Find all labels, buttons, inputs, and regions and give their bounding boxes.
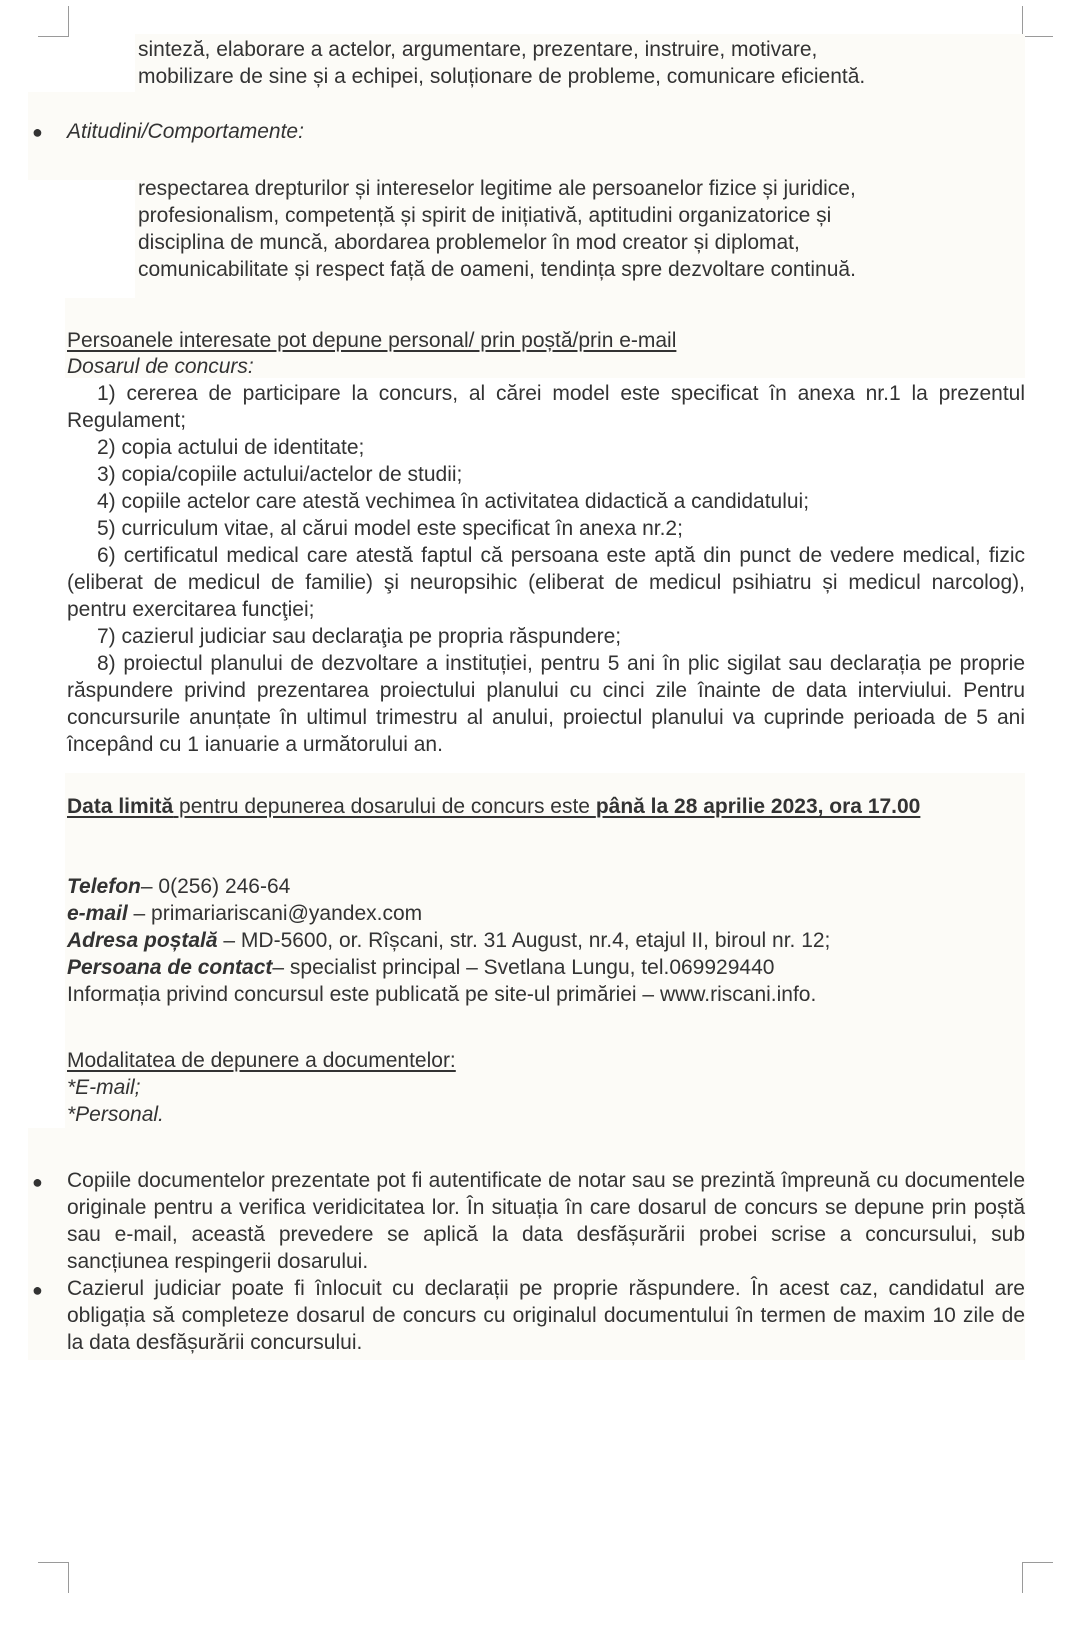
dossier-item-4: 4) copiile actelor care atestă vechimea în activitatea didactică a candidatului; [97, 490, 810, 513]
skills-line: sinteză, elaborare a actelor, argumentare, prezentare, instruire, motivare, [138, 38, 818, 61]
crop-mark-top-right [1022, 6, 1053, 37]
bullet-icon: ● [32, 1280, 43, 1300]
bullet-icon: ● [32, 122, 43, 142]
methods-heading: Modalitatea de depunere a documentelor: [67, 1049, 456, 1072]
address-label: Adresa poștală [67, 929, 218, 952]
deadline-label: Data limită [67, 795, 174, 818]
attitudes-line: profesionalism, competență și spirit de inițiativă, aptitudini organizatorice și [138, 204, 832, 227]
deadline-text [67, 793, 967, 820]
dossier-item-6: 6) certificatul medical care atestă faptul că persoana este aptă din punct de vedere medical, fizic (eliberat de medicul de familie) şi neuropsihic (eliberat de medicul psihiatru și medicul narcolog), pentru exercitarea funcţiei; [67, 544, 1025, 621]
method-item-email: *E-mail; [67, 1076, 141, 1099]
skills-line: mobilizare de sine și a echipei, soluționare de probleme, comunicare eficientă. [138, 65, 866, 88]
attitudes-heading: Atitudini/Comportamente: [67, 120, 304, 143]
method-item-personal: *Personal. [67, 1103, 164, 1126]
info-line: Informația privind concursul este publicată pe site-ul primăriei – www.riscani.info. [67, 983, 817, 1006]
contact-person-line [67, 954, 774, 981]
deadline-middle: pentru depunerea dosarului de concurs este [173, 795, 596, 818]
phone-line [67, 873, 290, 900]
contact-person-label: Persoana de contact [67, 956, 273, 979]
crop-mark-bottom-left [38, 1562, 69, 1593]
dossier-item-7: 7) cazierul judiciar sau declaraţia pe propria răspundere; [97, 625, 622, 648]
submission-heading: Persoanele interesate pot depune personal/ prin poștă/prin e-mail [67, 329, 677, 352]
deadline-date: până la 28 aprilie 2023, ora 17.00 [595, 795, 921, 818]
address-line [67, 927, 830, 954]
crop-mark-top-left [38, 6, 69, 37]
bullet-icon: ● [32, 1172, 43, 1192]
email-label: e-mail [67, 902, 128, 925]
dossier-item-1: 1) cererea de participare la concurs, al cărei model este specificat în anexa nr.1 la prezentul Regulament; [67, 382, 1025, 432]
dossier-item-8: 8) proiectul planului de dezvoltare a instituției, pentru 5 ani în plic sigilat sau declarația pe proprie răspundere privind prezentarea proiectului planului cu cinci zile înainte de data interviului. Pentru concursurile anunțate în ultimul trimestru al anului, proiectul planului va cuprinde perioada de 5 ani începând cu 1 ianuarie a următorului an. [67, 652, 1025, 756]
crop-mark-bottom-right [1022, 1562, 1053, 1593]
attitudes-line: respectarea drepturilor și intereselor legitime ale persoanelor fizice și juridice, [138, 177, 856, 200]
phone-label: Telefon [67, 875, 141, 898]
dossier-label: Dosarul de concurs: [67, 355, 254, 378]
note-criminal-record: Cazierul judiciar poate fi înlocuit cu declarații pe proprie răspundere. În acest caz, candidatul are obligația să completeze dosarul de concurs cu originalul documentului în termen de maxim 10 zile de la data desfășurării concursului. [67, 1277, 1025, 1354]
note-copies: Copiile documentelor prezentate pot fi autentificate de notar sau se prezintă împreună cu documentele originale pentru a verifica veridicitatea lor. În situația în care dosarul de concurs se depune prin poștă sau e-mail, această prevedere se aplică la data desfășurării probei scrise a concursului, sub sancțiunea respingerii dosarului. [67, 1169, 1025, 1273]
dossier-item-5: 5) curriculum vitae, al cărui model este specificat în anexa nr.2; [97, 517, 683, 540]
email-line [67, 900, 422, 927]
dossier-item-2: 2) copia actului de identitate; [97, 436, 365, 459]
contact-person-value: – specialist principal – Svetlana Lungu, tel.069929440 [272, 956, 775, 979]
dossier-item-3: 3) copia/copiile actului/actelor de studii; [97, 463, 463, 486]
phone-value: – 0(256) 246-64 [140, 875, 291, 898]
attitudes-line: comunicabilitate și respect față de oameni, tendința spre dezvoltare continuă. [138, 258, 856, 281]
address-value: – MD-5600, or. Rîșcani, str. 31 August, nr.4, etajul II, biroul nr. 12; [217, 929, 831, 952]
email-value[interactable]: – primariariscani@yandex.com [127, 902, 423, 925]
attitudes-line: disciplina de muncă, abordarea problemelor în mod creator și diplomat, [138, 231, 800, 254]
